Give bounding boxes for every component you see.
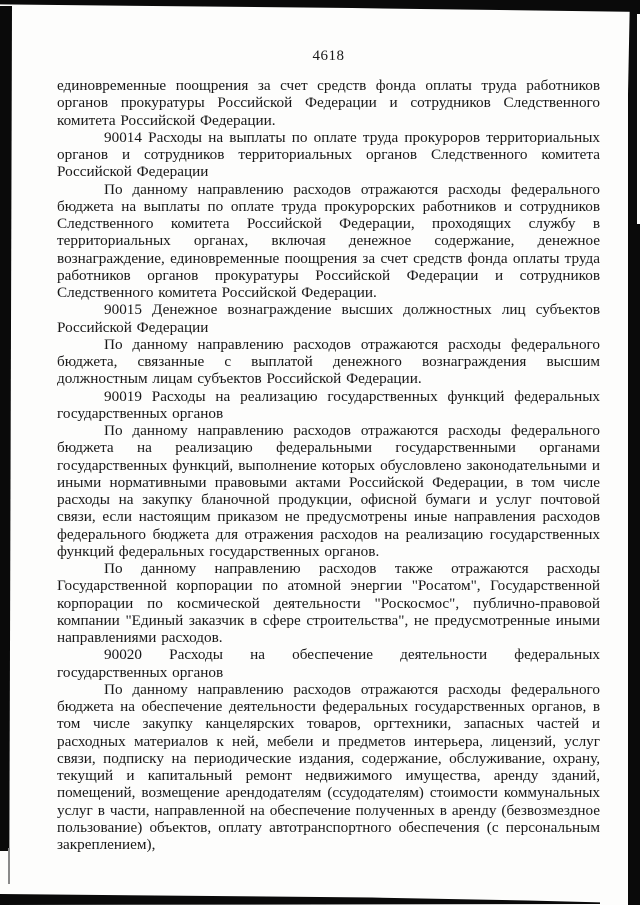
paragraph: По данному направлению расходов отражаются расходы федерального бюджета на обеспечение деятельности федеральных государственных органов, в том числе закупку канцелярских товаров, оргтехники, запасных частей и расходных материалов к ней, мебели и предметов интерьера, лицензий, услуг связи, подписку на периодические издания, содержание, обслуживание, охрану, текущий и капитальный ремонт недвижимого имущества, аренду зданий, помещений, возмещение арендодателям (ссудодателям) стоимости коммунальных услуг в части, направленной на обеспечение полученных в аренду (безвозмездное пользование) объектов, оплату автотранспортного обеспечения (с персональным закреплением), bbox=[57, 680, 600, 853]
scan-edge-left bbox=[0, 6, 12, 851]
paragraph: По данному направлению расходов также отражаются расходы Государственной корпорации по атомной энергии "Росатом", Государственной корпорации по космической деятельности "Роскосмос", публично-правовой компании "Единый заказчик в сфере строительства", не предусмотренные иными направлениями расходов. bbox=[57, 560, 600, 646]
page-number: 4618 bbox=[312, 48, 345, 64]
paragraph: 90015 Денежное вознаграждение высших должностных лиц субъектов Российской Федерации bbox=[57, 301, 600, 336]
paragraph: единовременные поощрения за счет средств фонда оплаты труда работников органов прокуратуры Российской Федерации и сотрудников Следственного комитета Российской Федерации. bbox=[57, 77, 600, 129]
paragraph: 90020 Расходы на обеспечение деятельности федеральных государственных органов bbox=[57, 646, 600, 681]
paragraph: 90019 Расходы на реализацию государственных функций федеральных государственных органов bbox=[57, 387, 600, 422]
scan-edge-bottom bbox=[0, 893, 600, 905]
paragraph: По данному направлению расходов отражаются расходы федерального бюджета на реализацию федеральными государственными органами государственных функций, выполнение которых обусловлено законодательными и иными нормативными правовыми актами Российской Федерации, в том числе расходы на закупку бланочной продукции, офисной бумаги и услуг почтовой связи, если настоящим приказом не предусмотрены иные направления расходов федерального бюджета для отражения расходов на реализацию государственных функций федеральных государственных органов. bbox=[57, 422, 600, 560]
scan-edge-top bbox=[0, 0, 640, 13]
scan-edge-left-tail bbox=[8, 848, 10, 884]
paragraph: По данному направлению расходов отражаются расходы федерального бюджета на выплаты по оплате труда прокурорских работников и сотрудников Следственного комитета Российской Федерации, проходящих службу в территориальных органах, включая денежное содержание, денежное вознаграждение, единовременные поощрения за счет средств фонда оплаты труда работников органов прокуратуры Российской Федерации и сотрудников Следственного комитета Российской Федерации. bbox=[57, 180, 600, 301]
paragraph: 90014 Расходы на выплаты по оплате труда прокуроров территориальных органов и сотрудников территориальных органов Следственного комитета Российской Федерации bbox=[57, 128, 600, 181]
text-block bbox=[57, 77, 600, 853]
paragraph: По данному направлению расходов отражаются расходы федерального бюджета, связанные с выплатой денежного вознаграждения высшим должностным лицам субъектов Российской Федерации. bbox=[57, 335, 600, 388]
